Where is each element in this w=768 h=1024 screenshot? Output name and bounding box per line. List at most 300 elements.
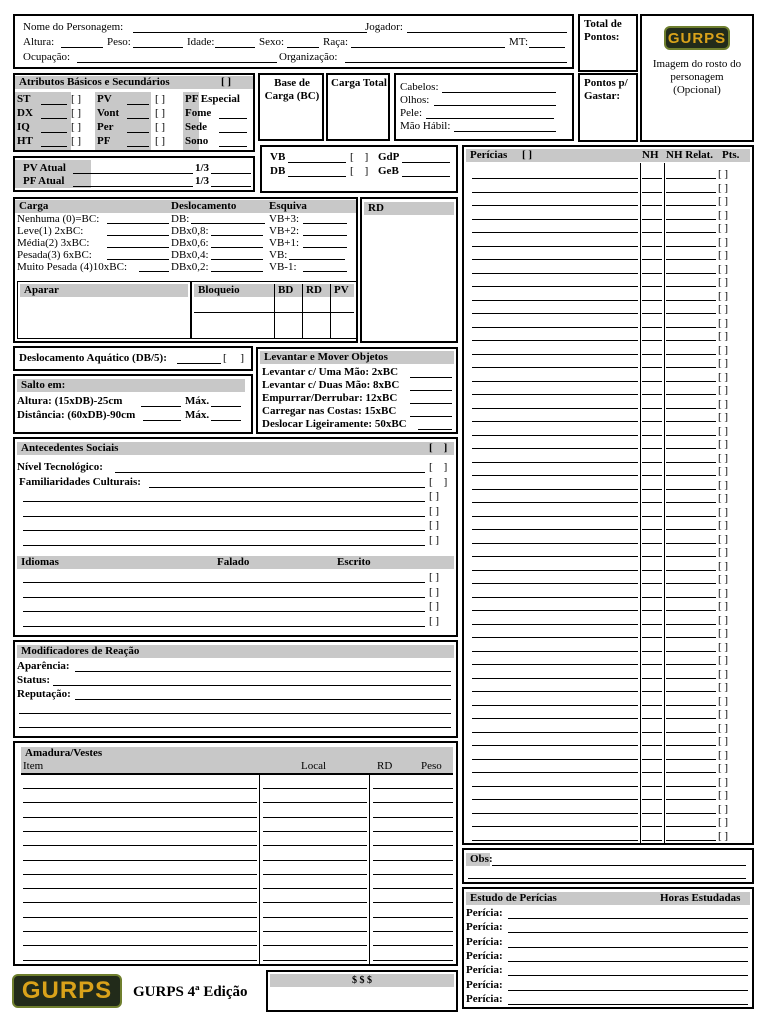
hand-field[interactable] (454, 131, 556, 132)
skill-pts-bracket[interactable]: [ ] (718, 276, 729, 288)
skill-name-field[interactable] (472, 205, 638, 206)
attr-primary-field[interactable] (41, 104, 67, 105)
skill-name-field[interactable] (472, 408, 638, 409)
skill-nhrel-field[interactable] (666, 664, 716, 665)
skill-nh-field[interactable] (642, 394, 662, 395)
skill-nhrel-field[interactable] (666, 178, 716, 179)
skill-nh-field[interactable] (642, 219, 662, 220)
skill-name-field[interactable] (472, 732, 638, 733)
armor-rd-field[interactable] (373, 945, 453, 946)
skill-name-field[interactable] (472, 502, 638, 503)
lift-row-field[interactable] (410, 416, 452, 417)
sex-field[interactable] (287, 47, 319, 48)
skill-pts-bracket[interactable]: [ ] (718, 330, 729, 342)
skill-nhrel-field[interactable] (666, 192, 716, 193)
current-pf-third-field[interactable] (211, 186, 251, 187)
armor-rd-field[interactable] (373, 917, 453, 918)
skill-nh-field[interactable] (642, 246, 662, 247)
skill-nhrel-field[interactable] (666, 435, 716, 436)
skill-pts-bracket[interactable]: [ ] (718, 708, 729, 720)
skill-name-field[interactable] (472, 678, 638, 679)
thrust-field[interactable] (402, 162, 450, 163)
armor-local-field[interactable] (263, 802, 367, 803)
lift-row-field[interactable] (418, 429, 452, 430)
skill-nhrel-field[interactable] (666, 826, 716, 827)
study-skill-field[interactable] (508, 947, 748, 948)
skill-name-field[interactable] (472, 435, 638, 436)
lift-row-field[interactable] (410, 403, 452, 404)
skill-name-field[interactable] (472, 286, 638, 287)
mt-field[interactable] (529, 47, 565, 48)
skill-nh-field[interactable] (642, 192, 662, 193)
skill-nh-field[interactable] (642, 732, 662, 733)
skill-name-field[interactable] (472, 300, 638, 301)
skill-name-field[interactable] (472, 745, 638, 746)
skill-nhrel-field[interactable] (666, 448, 716, 449)
skill-nh-field[interactable] (642, 543, 662, 544)
skill-name-field[interactable] (472, 529, 638, 530)
armor-local-field[interactable] (263, 845, 367, 846)
study-skill-field[interactable] (508, 932, 748, 933)
skill-nhrel-field[interactable] (666, 745, 716, 746)
attr-third-field[interactable] (219, 118, 247, 119)
skill-nhrel-field[interactable] (666, 597, 716, 598)
skill-nhrel-field[interactable] (666, 286, 716, 287)
skill-nhrel-field[interactable] (666, 637, 716, 638)
skill-name-field[interactable] (472, 232, 638, 233)
attr-third-field[interactable] (219, 132, 247, 133)
attr-third-field[interactable] (219, 146, 247, 147)
enc-dodge-field[interactable] (289, 259, 345, 260)
lift-row-field[interactable] (410, 390, 452, 391)
skill-pts-bracket[interactable]: [ ] (718, 397, 729, 410)
age-field[interactable] (215, 47, 255, 48)
skill-nh-field[interactable] (642, 327, 662, 328)
skill-name-field[interactable] (472, 462, 638, 463)
armor-local-field[interactable] (263, 874, 367, 875)
skill-name-field[interactable] (472, 354, 638, 355)
armor-rd-field[interactable] (373, 874, 453, 875)
skill-pts-bracket[interactable]: [ ] (718, 775, 729, 788)
armor-local-field[interactable] (263, 960, 367, 961)
skill-pts-bracket[interactable]: [ ] (718, 465, 729, 477)
enc-move-field[interactable] (191, 223, 265, 224)
language-field[interactable] (23, 626, 425, 627)
basic-speed-field[interactable] (288, 162, 346, 163)
skill-name-field[interactable] (472, 421, 638, 422)
skill-pts-bracket[interactable]: [ ] (718, 546, 729, 558)
enc-level-field[interactable] (107, 259, 169, 260)
skill-name-field[interactable] (472, 313, 638, 314)
skill-nh-field[interactable] (642, 772, 662, 773)
study-skill-field[interactable] (508, 961, 748, 962)
skill-nh-field[interactable] (642, 259, 662, 260)
skill-pts-bracket[interactable]: [ ] (718, 438, 729, 450)
armor-item-field[interactable] (23, 960, 257, 961)
enc-level-field[interactable] (107, 235, 169, 236)
study-skill-field[interactable] (508, 918, 748, 919)
armor-local-field[interactable] (263, 860, 367, 861)
language-field[interactable] (23, 611, 425, 612)
reputation-field[interactable] (75, 699, 451, 700)
skill-nh-field[interactable] (642, 610, 662, 611)
skill-name-field[interactable] (472, 813, 638, 814)
armor-rd-field[interactable] (373, 960, 453, 961)
skill-pts-bracket[interactable]: [ ] (718, 370, 729, 383)
reaction-extra-2[interactable] (19, 727, 451, 728)
skill-pts-bracket[interactable]: [ ] (718, 802, 729, 815)
culture-extra-field[interactable] (23, 545, 425, 546)
skill-nhrel-field[interactable] (666, 786, 716, 787)
skill-name-field[interactable] (472, 381, 638, 382)
skill-nh-field[interactable] (642, 664, 662, 665)
skill-nh-field[interactable] (642, 178, 662, 179)
skill-nhrel-field[interactable] (666, 259, 716, 260)
skill-name-field[interactable] (472, 178, 638, 179)
skill-nh-field[interactable] (642, 354, 662, 355)
skill-nh-field[interactable] (642, 624, 662, 625)
skill-pts-bracket[interactable]: [ ] (718, 694, 729, 707)
enc-move-field[interactable] (211, 235, 263, 236)
enc-dodge-field[interactable] (303, 271, 347, 272)
skill-nh-field[interactable] (642, 799, 662, 800)
skill-nhrel-field[interactable] (666, 516, 716, 517)
character-name-field[interactable] (133, 32, 367, 33)
armor-item-field[interactable] (23, 845, 257, 846)
skill-nh-field[interactable] (642, 759, 662, 760)
skill-nhrel-field[interactable] (666, 799, 716, 800)
skill-name-field[interactable] (472, 705, 638, 706)
skill-name-field[interactable] (472, 516, 638, 517)
attr-secondary-field[interactable] (127, 118, 149, 119)
armor-rd-field[interactable] (373, 845, 453, 846)
skill-pts-bracket[interactable]: [ ] (718, 303, 729, 315)
water-move-field[interactable] (177, 363, 221, 364)
skill-pts-bracket[interactable]: [ ] (718, 613, 729, 626)
enc-dodge-field[interactable] (303, 223, 347, 224)
attr-secondary-field[interactable] (127, 104, 149, 105)
skill-nhrel-field[interactable] (666, 624, 716, 625)
hair-field[interactable] (442, 92, 556, 93)
basic-move-field[interactable] (288, 176, 346, 177)
skill-nh-field[interactable] (642, 381, 662, 382)
skill-nhrel-field[interactable] (666, 651, 716, 652)
skill-pts-bracket[interactable]: [ ] (718, 505, 729, 518)
skill-name-field[interactable] (472, 583, 638, 584)
skill-name-field[interactable] (472, 597, 638, 598)
skill-pts-bracket[interactable]: [ ] (718, 721, 729, 734)
skill-nhrel-field[interactable] (666, 813, 716, 814)
skill-pts-bracket[interactable]: [ ] (718, 667, 729, 680)
skill-name-field[interactable] (472, 448, 638, 449)
skill-pts-bracket[interactable]: [ ] (718, 586, 729, 599)
skill-pts-bracket[interactable]: [ ] (718, 168, 729, 180)
armor-item-field[interactable] (23, 902, 257, 903)
skill-nh-field[interactable] (642, 786, 662, 787)
skill-pts-bracket[interactable]: [ ] (718, 681, 729, 693)
skill-nhrel-field[interactable] (666, 408, 716, 409)
enc-level-field[interactable] (107, 247, 169, 248)
jump-distance-max-field[interactable] (211, 420, 241, 421)
skill-nh-field[interactable] (642, 516, 662, 517)
skill-nh-field[interactable] (642, 637, 662, 638)
skill-nh-field[interactable] (642, 502, 662, 503)
enc-dodge-field[interactable] (303, 247, 347, 248)
culture-extra-field[interactable] (23, 530, 425, 531)
study-skill-field[interactable] (508, 975, 748, 976)
skill-nh-field[interactable] (642, 651, 662, 652)
attr-primary-field[interactable] (41, 146, 67, 147)
skill-pts-bracket[interactable]: [ ] (718, 627, 729, 639)
skill-nhrel-field[interactable] (666, 340, 716, 341)
skill-nhrel-field[interactable] (666, 327, 716, 328)
skill-pts-bracket[interactable]: [ ] (718, 424, 729, 437)
skill-name-field[interactable] (472, 246, 638, 247)
player-field[interactable] (407, 32, 567, 33)
skill-nh-field[interactable] (642, 421, 662, 422)
skill-nh-field[interactable] (642, 232, 662, 233)
skill-nhrel-field[interactable] (666, 691, 716, 692)
armor-local-field[interactable] (263, 788, 367, 789)
skill-nhrel-field[interactable] (666, 246, 716, 247)
obs-field-2[interactable] (468, 878, 746, 879)
skill-pts-bracket[interactable]: [ ] (718, 384, 729, 396)
height-field[interactable] (61, 47, 103, 48)
armor-item-field[interactable] (23, 931, 257, 932)
skill-nhrel-field[interactable] (666, 583, 716, 584)
armor-rd-field[interactable] (373, 788, 453, 789)
armor-local-field[interactable] (263, 917, 367, 918)
skill-nh-field[interactable] (642, 313, 662, 314)
organization-field[interactable] (345, 62, 567, 63)
skill-nh-field[interactable] (642, 435, 662, 436)
skill-pts-bracket[interactable]: [ ] (718, 640, 729, 653)
enc-move-field[interactable] (211, 271, 263, 272)
skill-pts-bracket[interactable]: [ ] (718, 532, 729, 545)
skill-name-field[interactable] (472, 556, 638, 557)
skill-nhrel-field[interactable] (666, 529, 716, 530)
status-field[interactable] (53, 685, 451, 686)
skill-pts-bracket[interactable]: [ ] (718, 289, 729, 302)
skill-nh-field[interactable] (642, 462, 662, 463)
skill-pts-bracket[interactable]: [ ] (718, 208, 729, 221)
skill-nhrel-field[interactable] (666, 718, 716, 719)
jump-distance-field[interactable] (143, 420, 181, 421)
skill-name-field[interactable] (472, 340, 638, 341)
skill-nhrel-field[interactable] (666, 489, 716, 490)
armor-rd-field[interactable] (373, 817, 453, 818)
skill-nh-field[interactable] (642, 718, 662, 719)
enc-move-field[interactable] (211, 259, 263, 260)
weight-field[interactable] (133, 47, 183, 48)
skill-nh-field[interactable] (642, 570, 662, 571)
armor-local-field[interactable] (263, 945, 367, 946)
skill-nhrel-field[interactable] (666, 273, 716, 274)
skill-nhrel-field[interactable] (666, 205, 716, 206)
current-pv-field[interactable] (73, 173, 193, 174)
skill-nh-field[interactable] (642, 286, 662, 287)
skill-pts-bracket[interactable]: [ ] (718, 492, 729, 504)
skill-nhrel-field[interactable] (666, 300, 716, 301)
armor-item-field[interactable] (23, 831, 257, 832)
skill-nh-field[interactable] (642, 340, 662, 341)
skill-pts-bracket[interactable]: [ ] (718, 195, 729, 207)
armor-local-field[interactable] (263, 831, 367, 832)
eyes-field[interactable] (434, 105, 556, 106)
skill-nh-field[interactable] (642, 583, 662, 584)
skill-nh-field[interactable] (642, 475, 662, 476)
skill-pts-bracket[interactable]: [ ] (718, 181, 729, 194)
skill-name-field[interactable] (472, 651, 638, 652)
skill-pts-bracket[interactable]: [ ] (718, 559, 729, 572)
skill-pts-bracket[interactable]: [ ] (718, 357, 729, 369)
armor-rd-field[interactable] (373, 931, 453, 932)
skill-name-field[interactable] (472, 786, 638, 787)
armor-local-field[interactable] (263, 931, 367, 932)
culture-extra-field[interactable] (23, 516, 425, 517)
armor-rd-field[interactable] (373, 860, 453, 861)
current-pf-field[interactable] (73, 186, 193, 187)
occupation-field[interactable] (77, 62, 277, 63)
skill-pts-bracket[interactable]: [ ] (718, 222, 729, 234)
skill-pts-bracket[interactable]: [ ] (718, 748, 729, 761)
skill-nhrel-field[interactable] (666, 232, 716, 233)
skill-name-field[interactable] (472, 637, 638, 638)
enc-move-field[interactable] (211, 247, 263, 248)
skill-nhrel-field[interactable] (666, 421, 716, 422)
skill-nh-field[interactable] (642, 367, 662, 368)
skill-name-field[interactable] (472, 840, 638, 841)
appearance-field[interactable] (75, 671, 451, 672)
lift-row-field[interactable] (410, 377, 452, 378)
skill-pts-bracket[interactable]: [ ] (718, 829, 729, 842)
reaction-extra-1[interactable] (19, 713, 451, 714)
skill-nhrel-field[interactable] (666, 678, 716, 679)
skill-nh-field[interactable] (642, 489, 662, 490)
skill-name-field[interactable] (472, 799, 638, 800)
armor-item-field[interactable] (23, 874, 257, 875)
study-skill-field[interactable] (508, 1004, 748, 1005)
skill-nh-field[interactable] (642, 556, 662, 557)
armor-local-field[interactable] (263, 888, 367, 889)
armor-item-field[interactable] (23, 945, 257, 946)
skill-nhrel-field[interactable] (666, 705, 716, 706)
armor-rd-field[interactable] (373, 802, 453, 803)
armor-local-field[interactable] (263, 902, 367, 903)
skill-nhrel-field[interactable] (666, 610, 716, 611)
armor-local-field[interactable] (263, 817, 367, 818)
skill-nhrel-field[interactable] (666, 394, 716, 395)
skill-name-field[interactable] (472, 610, 638, 611)
enc-dodge-field[interactable] (303, 235, 347, 236)
attr-secondary-field[interactable] (127, 146, 149, 147)
skill-nhrel-field[interactable] (666, 367, 716, 368)
skill-nh-field[interactable] (642, 597, 662, 598)
skill-pts-bracket[interactable]: [ ] (718, 762, 729, 774)
skill-nh-field[interactable] (642, 826, 662, 827)
jump-height-max-field[interactable] (211, 406, 241, 407)
skill-pts-bracket[interactable]: [ ] (718, 249, 729, 261)
skill-name-field[interactable] (472, 570, 638, 571)
skill-nh-field[interactable] (642, 678, 662, 679)
skill-name-field[interactable] (472, 394, 638, 395)
skill-nh-field[interactable] (642, 840, 662, 841)
skill-nhrel-field[interactable] (666, 354, 716, 355)
skill-pts-bracket[interactable]: [ ] (718, 343, 729, 356)
skill-nh-field[interactable] (642, 705, 662, 706)
attr-primary-field[interactable] (41, 118, 67, 119)
skill-pts-bracket[interactable]: [ ] (718, 235, 729, 248)
skill-name-field[interactable] (472, 543, 638, 544)
obs-field-1[interactable] (492, 865, 746, 866)
skill-pts-bracket[interactable]: [ ] (718, 573, 729, 585)
skill-pts-bracket[interactable]: [ ] (718, 735, 729, 747)
skill-name-field[interactable] (472, 691, 638, 692)
armor-rd-field[interactable] (373, 831, 453, 832)
skill-nhrel-field[interactable] (666, 313, 716, 314)
skill-nhrel-field[interactable] (666, 462, 716, 463)
skill-name-field[interactable] (472, 759, 638, 760)
current-pv-third-field[interactable] (211, 173, 251, 174)
jump-height-field[interactable] (141, 406, 181, 407)
language-field[interactable] (23, 582, 425, 583)
study-skill-field[interactable] (508, 990, 748, 991)
skill-nhrel-field[interactable] (666, 772, 716, 773)
skill-nh-field[interactable] (642, 529, 662, 530)
skill-name-field[interactable] (472, 718, 638, 719)
culture-extra-field[interactable] (23, 501, 425, 502)
portrait-box[interactable] (640, 14, 754, 142)
skill-nhrel-field[interactable] (666, 840, 716, 841)
skill-nhrel-field[interactable] (666, 556, 716, 557)
attr-secondary-field[interactable] (127, 132, 149, 133)
money-box[interactable] (266, 970, 458, 1012)
attr-primary-field[interactable] (41, 132, 67, 133)
skill-nh-field[interactable] (642, 300, 662, 301)
skill-pts-bracket[interactable]: [ ] (718, 600, 729, 612)
skill-pts-bracket[interactable]: [ ] (718, 654, 729, 666)
skill-pts-bracket[interactable]: [ ] (718, 411, 729, 423)
skin-field[interactable] (426, 118, 554, 119)
skill-nh-field[interactable] (642, 813, 662, 814)
armor-item-field[interactable] (23, 802, 257, 803)
skill-nhrel-field[interactable] (666, 570, 716, 571)
skill-nhrel-field[interactable] (666, 543, 716, 544)
skill-nhrel-field[interactable] (666, 381, 716, 382)
armor-rd-field[interactable] (373, 888, 453, 889)
race-field[interactable] (351, 47, 505, 48)
language-field[interactable] (23, 597, 425, 598)
skill-pts-bracket[interactable]: [ ] (718, 478, 729, 491)
skill-pts-bracket[interactable]: [ ] (718, 451, 729, 464)
skill-pts-bracket[interactable]: [ ] (718, 816, 729, 828)
enc-level-field[interactable] (107, 223, 169, 224)
skill-nhrel-field[interactable] (666, 475, 716, 476)
skill-nhrel-field[interactable] (666, 219, 716, 220)
armor-item-field[interactable] (23, 888, 257, 889)
skill-name-field[interactable] (472, 826, 638, 827)
skill-name-field[interactable] (472, 192, 638, 193)
culture-field[interactable] (149, 487, 425, 488)
skill-nh-field[interactable] (642, 448, 662, 449)
armor-item-field[interactable] (23, 860, 257, 861)
skill-name-field[interactable] (472, 624, 638, 625)
skill-nhrel-field[interactable] (666, 732, 716, 733)
skill-nh-field[interactable] (642, 273, 662, 274)
skill-nh-field[interactable] (642, 408, 662, 409)
skill-name-field[interactable] (472, 772, 638, 773)
skill-name-field[interactable] (472, 259, 638, 260)
